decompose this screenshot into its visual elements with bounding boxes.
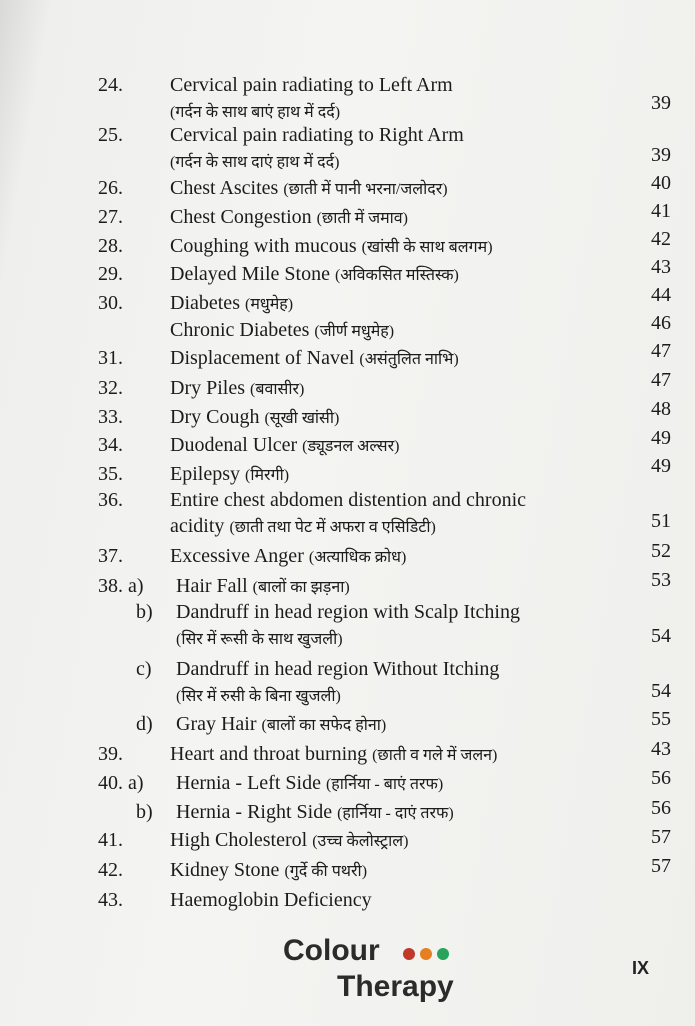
entry-page-number: 51	[651, 510, 671, 532]
entry-page-number: 52	[651, 540, 671, 562]
entry-title-continued	[170, 515, 436, 538]
entry-title: Duodenal Ulcer	[170, 434, 298, 456]
entry-number: 28.	[98, 235, 123, 257]
entry-number: 41.	[98, 829, 123, 851]
entry-page-number: 47	[651, 340, 671, 362]
entry-page-number: 42	[651, 228, 671, 250]
entry-sub-letter: c)	[136, 658, 152, 680]
entry-title: Chest Congestion	[170, 206, 312, 228]
entry-hindi: (बालों का झड़ना)	[252, 579, 350, 596]
entry-title: Diabetes	[170, 292, 240, 314]
entry-number: 40. a)	[98, 772, 144, 794]
entry-page-number: 57	[651, 855, 671, 877]
entry-hindi: (गुर्दे की पथरी)	[284, 863, 368, 880]
logo-dot-red-icon	[403, 948, 415, 960]
entry-number: 37.	[98, 545, 123, 567]
entry-hindi: (छाती तथा पेट में अफरा व एसिडिटी)	[229, 519, 436, 536]
entry-title: Hernia - Left Side	[176, 772, 321, 794]
entry-title: Chronic Diabetes	[170, 319, 310, 341]
entry-page-number: 54	[651, 680, 671, 702]
page-number: IX	[632, 958, 650, 978]
entry-page-number: 44	[651, 284, 671, 306]
entry-line	[170, 177, 448, 200]
entry-hindi: (छाती व गले में जलन)	[372, 747, 498, 764]
entry-line	[176, 772, 443, 795]
entry-page-number: 47	[651, 369, 671, 391]
entry-title: Kidney Stone	[170, 859, 280, 881]
entry-title: Dry Piles	[170, 377, 245, 399]
entry-page-number: 54	[651, 625, 671, 647]
entry-title: Dandruff in head region Without Itching	[176, 658, 500, 680]
entry-page-number: 48	[651, 398, 671, 420]
entry-number: 36.	[98, 489, 123, 511]
entry-number: 39.	[98, 743, 123, 765]
entry-line	[170, 377, 304, 400]
entry-title: Hair Fall	[176, 575, 248, 597]
logo-word-therapy: Therapy	[337, 970, 454, 1003]
entry-line	[170, 463, 289, 486]
entry-number: 27.	[98, 206, 123, 228]
entry-page-number: 49	[651, 455, 671, 477]
entry-hindi: (सिर में रूसी के साथ खुजली)	[176, 631, 343, 648]
entry-hindi: (खांसी के साथ बलगम)	[361, 239, 493, 256]
entry-page-number: 56	[651, 767, 671, 789]
entry-number: 24.	[98, 74, 123, 96]
entry-title: Haemoglobin Deficiency	[170, 889, 372, 911]
entry-page-number: 39	[651, 144, 671, 166]
entry-line	[176, 713, 386, 736]
entry-page-number: 43	[651, 738, 671, 760]
entry-page-number: 57	[651, 826, 671, 848]
entry-line	[170, 319, 394, 342]
entry-line	[170, 292, 293, 315]
entry-title: Gray Hair	[176, 713, 257, 735]
entry-title: Excessive Anger	[170, 545, 304, 567]
entry-number: 30.	[98, 292, 123, 314]
entry-hindi: (मधुमेह)	[244, 296, 294, 313]
entry-hindi: (ड्यूडनल अल्सर)	[302, 438, 400, 455]
entry-page-number: 49	[651, 427, 671, 449]
entry-sub-letter: d)	[136, 713, 153, 735]
entry-hindi: (छाती में पानी भरना/जलोदर)	[283, 181, 448, 198]
entry-number: 31.	[98, 347, 123, 369]
logo-dot-orange-icon	[420, 948, 432, 960]
entry-line	[170, 206, 408, 229]
entry-sub-letter: b)	[136, 601, 153, 623]
entry-hindi: (सिर में रुसी के बिना खुजली)	[176, 688, 341, 705]
entry-title: Heart and throat burning	[170, 743, 368, 765]
entry-hindi: (अविकसित मस्तिस्क)	[334, 267, 459, 284]
entry-line	[170, 406, 339, 429]
entry-sub-letter: b)	[136, 801, 153, 823]
entry-title: Entire chest abdomen distention and chronic	[170, 489, 527, 511]
entry-title: Displacement of Navel	[170, 347, 355, 369]
entry-line	[176, 575, 350, 598]
entry-page-number: 41	[651, 200, 671, 222]
entry-title: Coughing with mucous	[170, 235, 357, 257]
entry-number: 34.	[98, 434, 123, 456]
entry-line	[170, 889, 372, 912]
entry-line	[176, 801, 454, 824]
entry-number: 42.	[98, 859, 123, 881]
logo-word-colour: Colour	[283, 934, 380, 967]
entry-title: Cervical pain radiating to Right Arm	[170, 124, 464, 146]
entry-line	[170, 347, 459, 370]
entry-number: 35.	[98, 463, 123, 485]
entry-line	[170, 743, 497, 766]
entry-line	[170, 829, 408, 852]
entry-page-number: 53	[651, 569, 671, 591]
entry-title: Dandruff in head region with Scalp Itching	[176, 601, 520, 623]
entry-page-number: 43	[651, 256, 671, 278]
entry-line	[170, 859, 367, 882]
entry-hindi: (हार्निया - बाएं तरफ)	[325, 776, 444, 793]
entry-hindi: (गर्दन के साथ बाएं हाथ में दर्द)	[170, 104, 341, 121]
entry-number: 26.	[98, 177, 123, 199]
entry-line	[170, 263, 459, 286]
entry-hindi: (उच्च केलोस्ट्राल)	[312, 833, 409, 850]
entry-hindi: (अत्याधिक क्रोध)	[308, 549, 407, 566]
entry-page-number: 46	[651, 312, 671, 334]
entry-title: Chest Ascites	[170, 177, 279, 199]
logo-dot-green-icon	[437, 948, 449, 960]
entry-title: Dry Cough	[170, 406, 260, 428]
entry-title: Hernia - Right Side	[176, 801, 333, 823]
entry-page-number: 56	[651, 797, 671, 819]
entry-hindi: (मिरगी)	[245, 467, 290, 484]
entry-page-number: 39	[651, 92, 671, 114]
entry-number: 25.	[98, 124, 123, 146]
entry-hindi: (छाती में जमाव)	[316, 210, 409, 227]
entry-hindi: (जीर्ण मधुमेह)	[314, 323, 395, 340]
entry-line	[170, 235, 493, 258]
entry-page-number: 55	[651, 708, 671, 730]
entry-number: 43.	[98, 889, 123, 911]
entry-page-number: 40	[651, 172, 671, 194]
entry-hindi: (हार्निया - दाएं तरफ)	[337, 805, 454, 822]
entry-hindi: (बवासीर)	[250, 381, 305, 398]
entry-title: Delayed Mile Stone	[170, 263, 330, 285]
entry-number: 38. a)	[98, 575, 144, 597]
entry-hindi: (बालों का सफेद होना)	[261, 717, 387, 734]
entry-title-part2: acidity	[170, 515, 225, 537]
entry-line	[170, 545, 406, 568]
entry-hindi: (असंतुलित नाभि)	[359, 351, 459, 368]
entry-number: 29.	[98, 263, 123, 285]
entry-title: High Cholesterol	[170, 829, 308, 851]
entry-hindi: (गर्दन के साथ दाएं हाथ में दर्द)	[170, 154, 340, 171]
entry-title: Epilepsy	[170, 463, 240, 485]
entry-title: Cervical pain radiating to Left Arm	[170, 74, 453, 96]
entry-line	[170, 434, 400, 457]
entry-hindi: (सूखी खांसी)	[264, 410, 340, 427]
entry-number: 33.	[98, 406, 123, 428]
entry-number: 32.	[98, 377, 123, 399]
colour-therapy-logo	[283, 934, 503, 1014]
